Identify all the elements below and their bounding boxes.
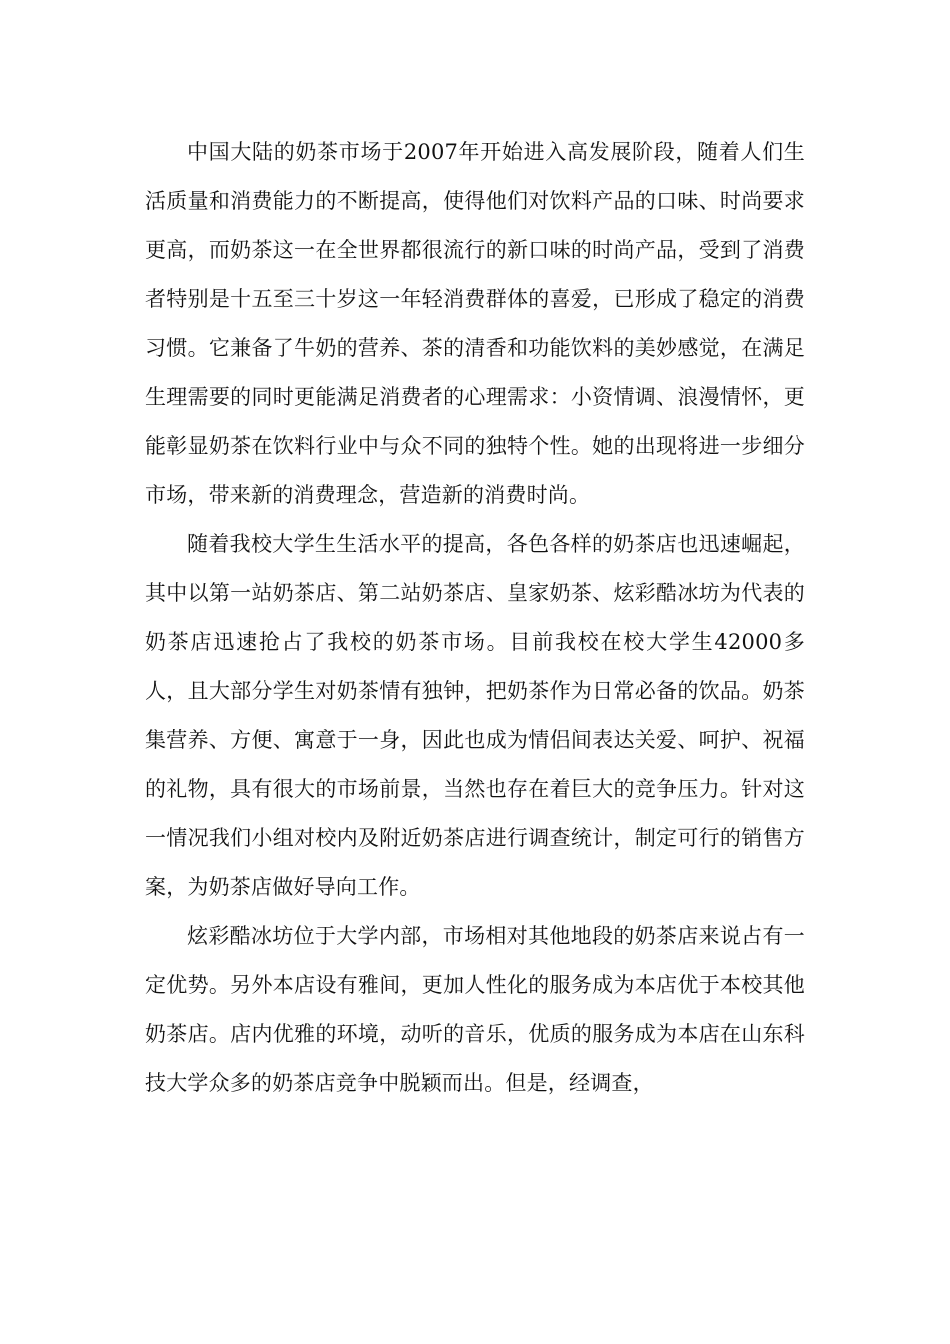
paragraph-milk-tea-market: 中国大陆的奶茶市场于2007年开始进入高发展阶段，随着人们生活质量和消费能力的不断提高，使得他们对饮料产品的口味、时尚要求更高，而奶茶这一在全世界都很流行的新口味的时尚产品，受到了消费者特别是十五至三十岁这一年轻消费群体的喜爱，已形成了稳定的消费习惯。它兼备了牛奶的营养、茶的清香和功能饮料的美妙感觉，在满足生理需要的同时更能满足消费者的心理需求：小资情调、浪漫情怀，更能彰显奶茶在饮料行业中与众不同的独特个性。她的出现将进一步细分市场，带来新的消费理念，营造新的消费时尚。 xyxy=(145,140,805,507)
document-page xyxy=(145,128,805,1108)
paragraph-xuancai-kubingfang: 炫彩酷冰坊位于大学内部，市场相对其他地段的奶茶店来说占有一定优势。另外本店设有雅间，更加人性化的服务成为本店优于本校其他奶茶店。店内优雅的环境，动听的音乐，优质的服务成为本店在山东科技大学众多的奶茶店竞争中脱颖而出。但是，经调查， xyxy=(145,924,805,1095)
paragraph-campus-shops: 随着我校大学生生活水平的提高，各色各样的奶茶店也迅速崛起，其中以第一站奶茶店、第二站奶茶店、皇家奶茶、炫彩酷冰坊为代表的奶茶店迅速抢占了我校的奶茶市场。目前我校在校大学生42000多人，且大部分学生对奶茶情有独钟，把奶茶作为日常必备的饮品。奶茶集营养、方便、寓意于一身，因此也成为情侣间表达关爱、呵护、祝福的礼物，具有很大的市场前景，当然也存在着巨大的竞争压力。针对这一情况我们小组对校内及附近奶茶店进行调查统计，制定可行的销售方案，为奶茶店做好导向工作。 xyxy=(145,532,805,899)
